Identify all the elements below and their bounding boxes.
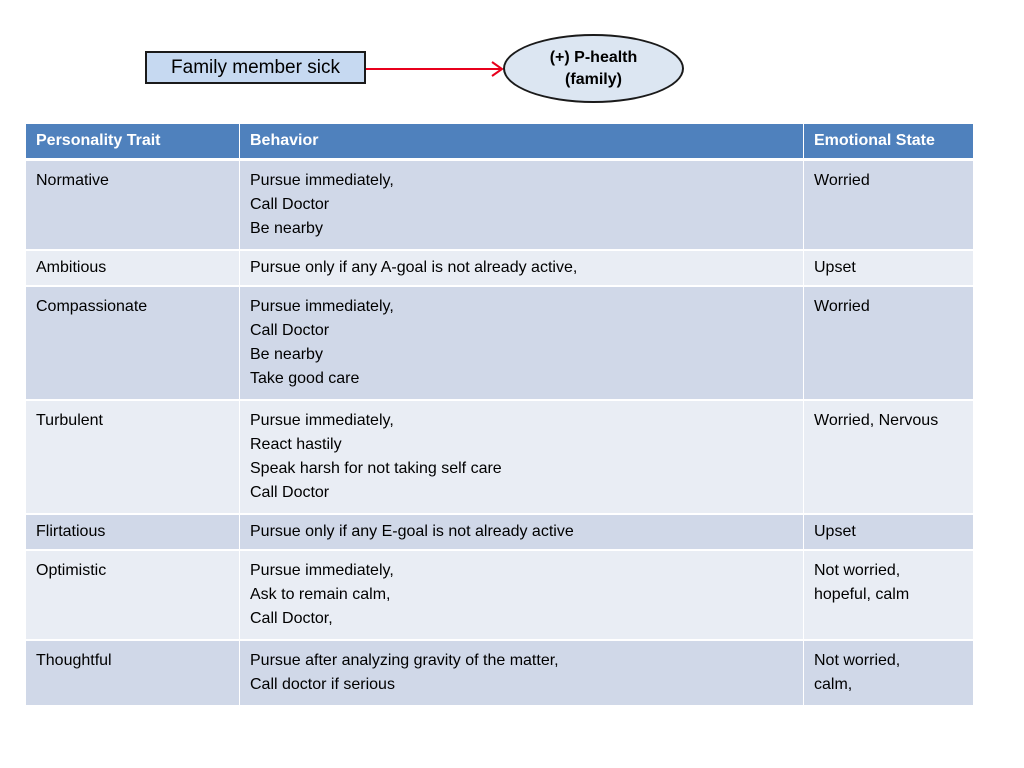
- emotion-line: Upset: [814, 259, 856, 276]
- emotion-cell: [804, 286, 974, 400]
- table-row: [26, 286, 973, 400]
- table-row: [26, 514, 973, 550]
- trait-cell: Turbulent: [26, 400, 240, 514]
- behavior-cell: [240, 286, 804, 400]
- arrow-connector: [366, 58, 508, 80]
- behavior-cell: [240, 514, 804, 550]
- trait-cell: Ambitious: [26, 250, 240, 286]
- goal-ellipse: [503, 34, 684, 103]
- table-row: [26, 640, 973, 705]
- behavior-line: Pursue immediately,: [250, 412, 394, 429]
- behavior-line: Take good care: [250, 370, 360, 387]
- behavior-cell: [240, 250, 804, 286]
- trait-cell: Thoughtful: [26, 640, 240, 705]
- emotion-cell: [804, 514, 974, 550]
- table-row: [26, 550, 973, 640]
- behavior-cell: [240, 640, 804, 705]
- trait-cell: Normative: [26, 160, 240, 251]
- table-header-row: [26, 124, 973, 160]
- trait-cell: Optimistic: [26, 550, 240, 640]
- trait-cell: Flirtatious: [26, 514, 240, 550]
- behavior-line: React hastily: [250, 436, 342, 453]
- emotion-cell: [804, 250, 974, 286]
- emotion-line: Worried: [814, 172, 870, 189]
- emotion-line: Not worried,: [814, 562, 901, 579]
- behavior-cell: [240, 550, 804, 640]
- table-row: [26, 250, 973, 286]
- emotion-cell: [804, 160, 974, 251]
- emotion-line: Upset: [814, 523, 856, 540]
- behavior-line: Pursue only if any E-goal is not already active: [250, 523, 574, 540]
- behavior-line: Call Doctor,: [250, 610, 333, 627]
- behavior-line: Call doctor if serious: [250, 676, 395, 693]
- behavior-line: Speak harsh for not taking self care: [250, 460, 502, 477]
- emotion-cell: [804, 550, 974, 640]
- header-behavior: Behavior: [240, 124, 804, 160]
- behavior-line: Pursue immediately,: [250, 298, 394, 315]
- behavior-line: Pursue immediately,: [250, 172, 394, 189]
- behavior-cell: [240, 400, 804, 514]
- behavior-line: Call Doctor: [250, 484, 330, 501]
- behavior-line: Pursue immediately,: [250, 562, 394, 579]
- emotion-line: Worried, Nervous: [814, 412, 939, 429]
- goal-line-2: (family): [565, 70, 622, 88]
- header-personality-trait: Personality Trait: [26, 124, 240, 160]
- event-box: [145, 51, 366, 84]
- personality-table: [26, 124, 973, 705]
- behavior-line: Be nearby: [250, 220, 323, 237]
- behavior-cell: [240, 160, 804, 251]
- emotion-line: calm,: [814, 676, 853, 693]
- emotion-line: Worried: [814, 298, 870, 315]
- behavior-line: Pursue only if any A-goal is not already active,: [250, 259, 578, 276]
- event-label: Family member sick: [171, 56, 340, 78]
- behavior-line: Pursue after analyzing gravity of the matter,: [250, 652, 559, 669]
- header-emotional-state: Emotional State: [804, 124, 974, 160]
- behavior-line: Be nearby: [250, 346, 323, 363]
- goal-line-1: (+) P-health: [549, 48, 638, 66]
- emotion-cell: [804, 400, 974, 514]
- table-body: [26, 160, 973, 706]
- trait-cell: Compassionate: [26, 286, 240, 400]
- emotion-line: hopeful, calm: [814, 586, 910, 603]
- table-row: [26, 160, 973, 251]
- behavior-line: Call Doctor: [250, 196, 330, 213]
- emotion-line: Not worried,: [814, 652, 901, 669]
- emotion-cell: [804, 640, 974, 705]
- table-row: [26, 400, 973, 514]
- behavior-line: Ask to remain calm,: [250, 586, 391, 603]
- behavior-line: Call Doctor: [250, 322, 330, 339]
